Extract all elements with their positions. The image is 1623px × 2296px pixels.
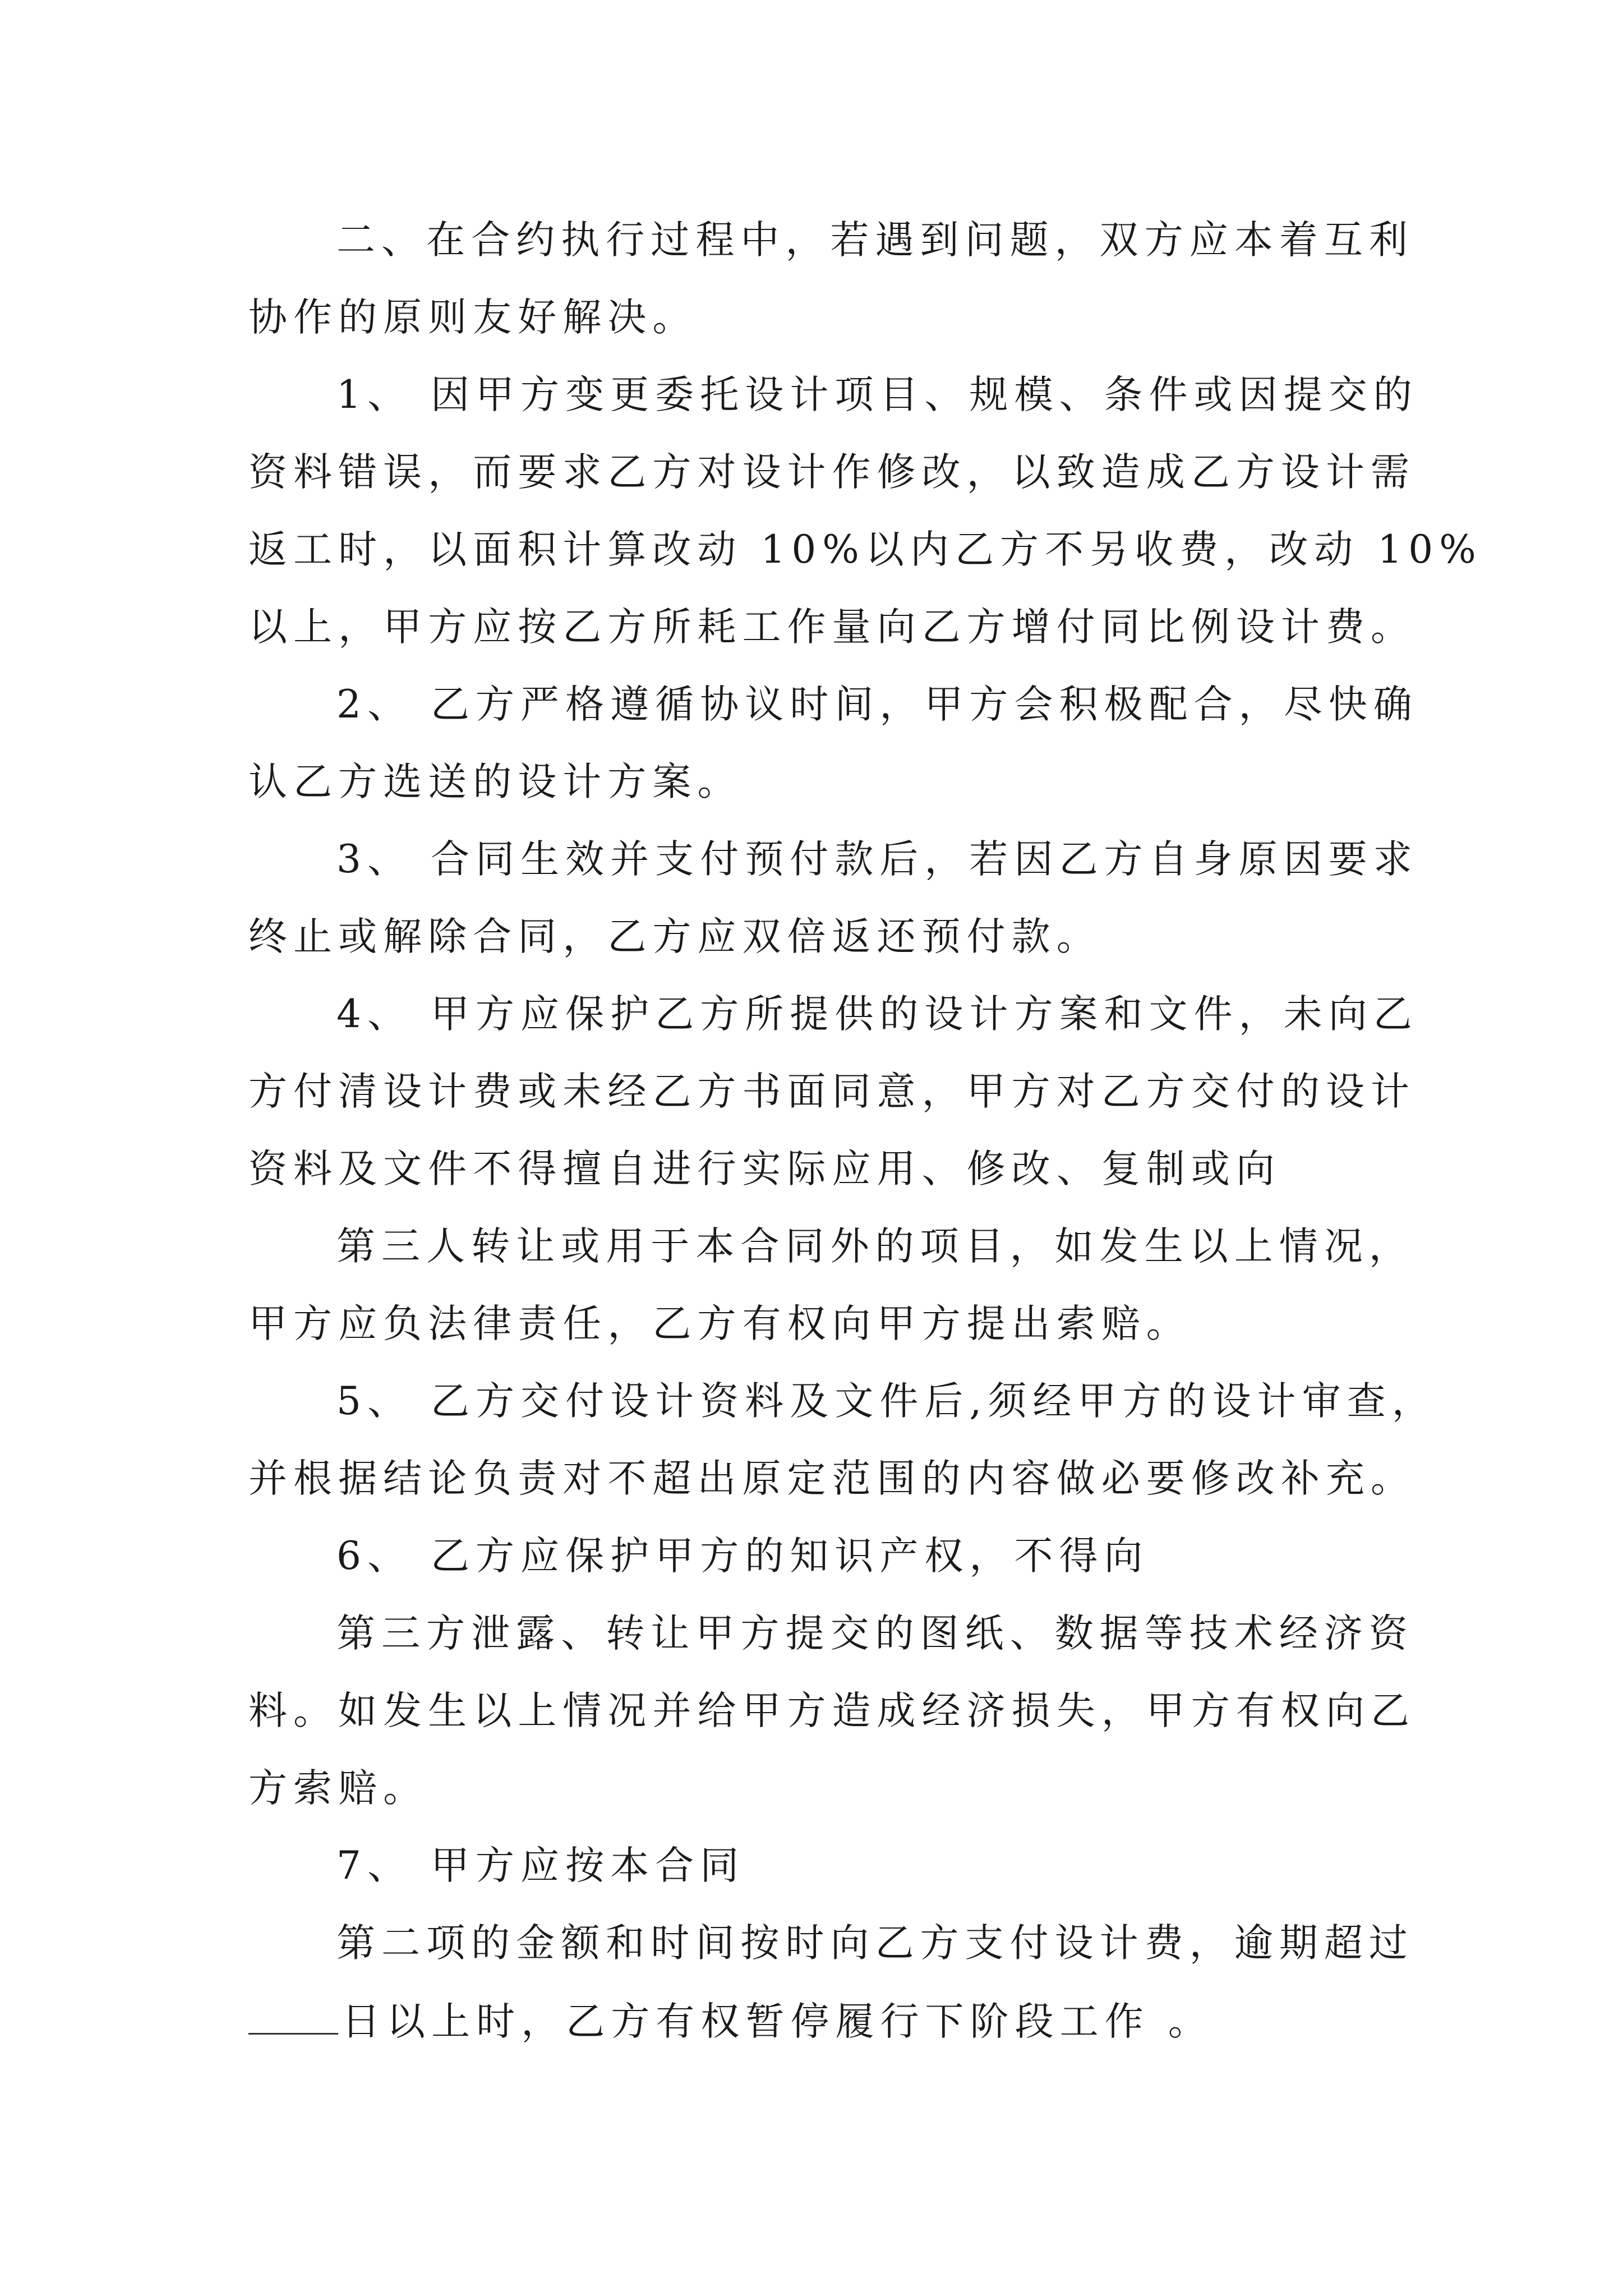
text-line: 日以上时，乙方有权暂停履行下阶段工作 。 [248, 1994, 1213, 2047]
text-line: 第三人转让或用于本合同外的项目，如发生以上情况， [336, 1224, 1414, 1269]
text-line: 料。如发生以上情况并给甲方造成经济损失，甲方有权向乙 [248, 1688, 1416, 1733]
text-line: 资料及文件不得擅自进行实际应用、修改、复制或向 [248, 1147, 1281, 1191]
text-line: 3、 合同生效并支付预付款后，若因乙方自身原因要求 [336, 837, 1418, 882]
text-line: 第三方泄露、转让甲方提交的图纸、数据等技术经济资 [336, 1611, 1414, 1656]
text-line: 返工时，以面积计算改动 10%以内乙方不另收费，改动 10% [248, 527, 1482, 572]
text-line: 6、 乙方应保护甲方的知识产权，不得向 [336, 1534, 1149, 1579]
text-line: 协作的原则友好解决。 [248, 295, 698, 340]
text-line: 方索赔。 [248, 1766, 428, 1811]
text-line: 资料错误，而要求乙方对设计作修改，以致造成乙方设计需 [248, 450, 1416, 495]
text-line: 5、 乙方交付设计资料及文件后,须经甲方的设计审查， [336, 1379, 1437, 1424]
text-line: 终止或解除合同，乙方应双倍返还预付款。 [248, 914, 1101, 959]
text-line: 二、在合约执行过程中，若遇到问题，双方应本着互利 [336, 218, 1414, 263]
text-line: 并根据结论负责对不超出原定范围的内容做必要修改补充。 [248, 1456, 1416, 1501]
text-line: 认乙方选送的设计方案。 [248, 760, 743, 804]
text-line: 甲方应负法律责任，乙方有权向甲方提出索赔。 [248, 1301, 1191, 1346]
text-line: 1、 因甲方变更委托设计项目、规模、条件或因提交的 [336, 372, 1418, 417]
text-line: 7、 甲方应按本合同 [336, 1843, 745, 1888]
text-line: 以上，甲方应按乙方所耗工作量向乙方增付同比例设计费。 [248, 605, 1416, 650]
text-line: 第二项的金额和时间按时向乙方支付设计费，逾期超过 [336, 1921, 1414, 1966]
text-line: 方付清设计费或未经乙方书面同意，甲方对乙方交付的设计 [248, 1069, 1416, 1114]
text-line: 2、 乙方严格遵循协议时间，甲方会积极配合，尽快确 [336, 682, 1418, 727]
fill-in-blank [248, 1994, 338, 2035]
text-line: 4、 甲方应保护乙方所提供的设计方案和文件，未向乙 [336, 992, 1418, 1037]
